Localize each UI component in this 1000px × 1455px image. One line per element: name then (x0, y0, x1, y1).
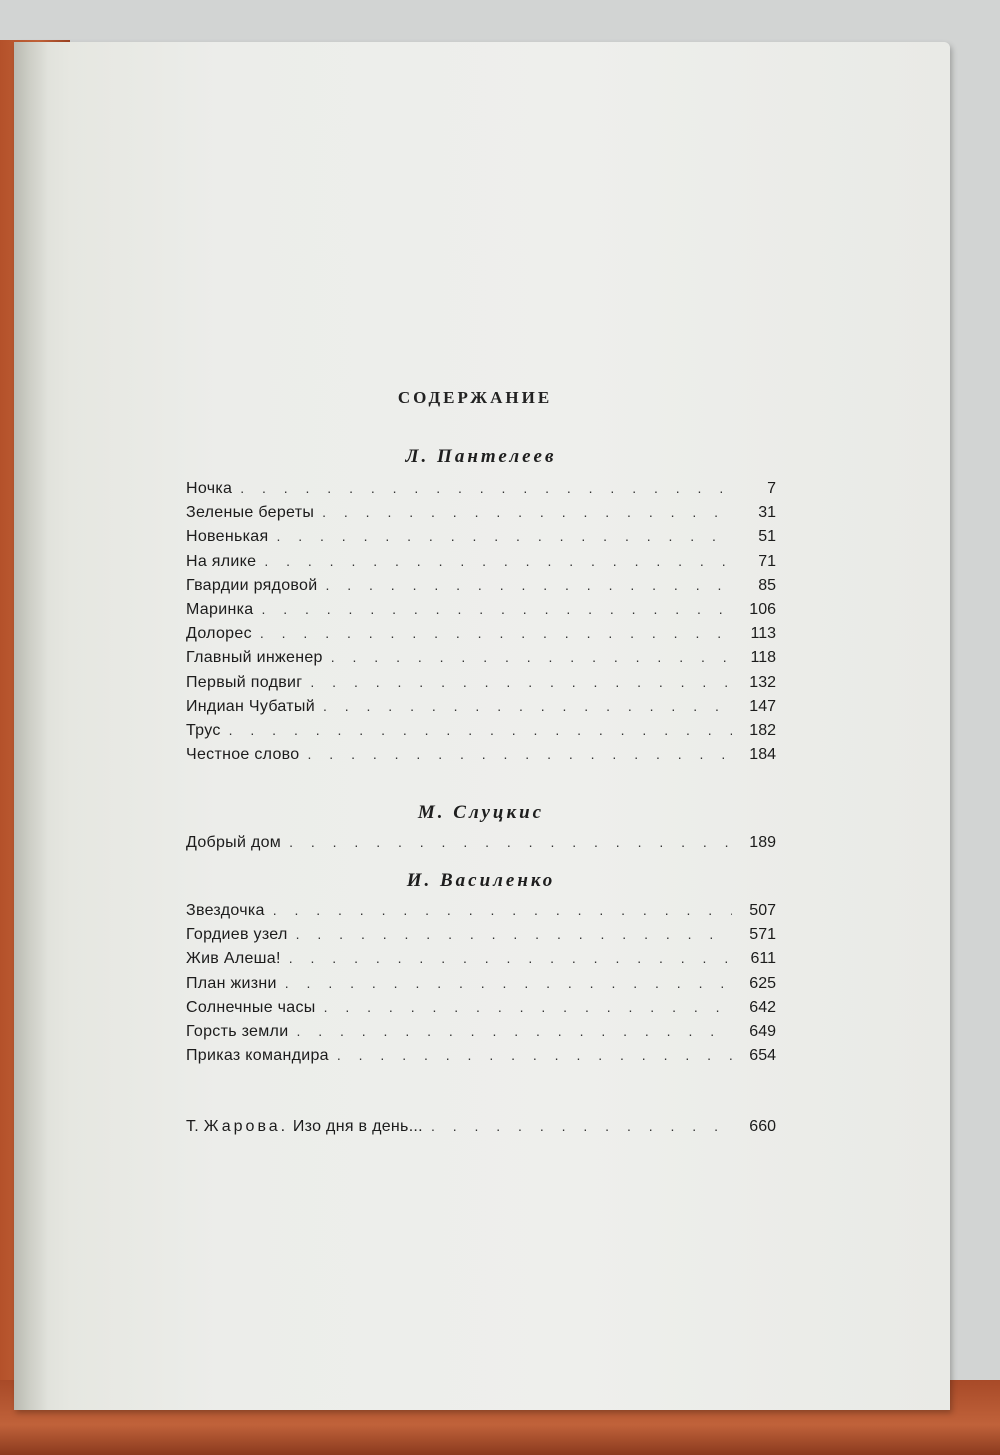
entry-title: На ялике (186, 552, 257, 570)
entry-title: Честное слово (186, 746, 300, 764)
entry-page: 31 (758, 504, 776, 522)
leader-dots (285, 975, 732, 991)
entry-page: 642 (749, 998, 776, 1016)
toc-entry (186, 950, 776, 974)
toc-entry (186, 577, 776, 601)
afterword-title: Т. Жарова. Изо дня в день... (186, 1118, 423, 1135)
entry-title: Гвардии рядовой (186, 576, 318, 594)
entry-title: Добрый дом (186, 834, 282, 851)
entry-title: Зеленые береты (186, 504, 315, 522)
toc-entry (186, 698, 776, 722)
toc-list-section-1 (186, 480, 776, 770)
leader-dots (324, 999, 732, 1015)
entry-title: Новенькая (186, 528, 269, 546)
section-author: Л. Пантелеев (405, 446, 557, 467)
entry-page: 611 (750, 950, 776, 968)
leader-dots (323, 698, 732, 714)
toc-entry (186, 480, 776, 504)
toc-entry (186, 999, 776, 1023)
toc-entry (186, 926, 776, 950)
leader-dots (325, 577, 732, 593)
toc-entry (186, 601, 776, 625)
entry-page: 7 (767, 480, 776, 497)
leader-dots (273, 902, 732, 918)
entry-title: Горсть земли (186, 1022, 289, 1040)
leader-dots (331, 649, 732, 665)
leader-dots (264, 553, 732, 569)
leader-dots (261, 601, 732, 617)
entry-page: 654 (749, 1047, 776, 1065)
toc-entry (186, 975, 776, 999)
toc-entry (186, 1047, 776, 1071)
entry-page: 85 (758, 576, 776, 594)
toc-entry (186, 834, 776, 858)
toc-entry (186, 504, 776, 528)
page-gutter-shadow (14, 42, 48, 1410)
entry-page: 189 (749, 834, 776, 851)
entry-page: 507 (749, 902, 776, 919)
toc-entry (186, 649, 776, 673)
entry-title: Солнечные часы (186, 998, 316, 1016)
entry-page: 118 (750, 649, 776, 667)
toc-entry (186, 746, 776, 770)
toc-list-section-2 (186, 834, 776, 858)
toc-entry (186, 674, 776, 698)
leader-dots (260, 625, 732, 641)
entry-title: Индиан Чубатый (186, 697, 315, 715)
leader-dots (431, 1118, 732, 1134)
entry-title: План жизни (186, 974, 277, 992)
entry-page: 184 (749, 746, 776, 764)
entry-page: 147 (749, 697, 776, 715)
leader-dots (322, 504, 732, 520)
leader-dots (276, 528, 732, 544)
entry-page: 625 (749, 974, 776, 992)
leader-dots (310, 674, 732, 690)
toc-entry (186, 722, 776, 746)
toc-entry (186, 553, 776, 577)
entry-page: 571 (749, 926, 776, 944)
entry-page: 132 (749, 673, 776, 691)
entry-page: 182 (749, 721, 776, 739)
section-author: И. Василенко (406, 870, 556, 891)
entry-page: 51 (758, 528, 776, 546)
entry-title: Маринка (186, 600, 254, 618)
leader-dots (308, 746, 732, 762)
entry-page: 71 (758, 552, 776, 570)
leader-dots (289, 950, 732, 966)
leader-dots (229, 722, 732, 738)
toc-entry-afterword (186, 1118, 776, 1142)
entry-page: 649 (749, 1022, 776, 1040)
toc-heading: СОДЕРЖАНИЕ (397, 388, 553, 407)
entry-title: Долорес (186, 625, 252, 643)
entry-title: Приказ командира (186, 1047, 329, 1065)
entry-title: Первый подвиг (186, 673, 303, 691)
entry-page: 106 (749, 600, 776, 618)
leader-dots (337, 1047, 732, 1063)
entry-title: Звездочка (186, 902, 265, 919)
entry-page: 660 (749, 1118, 776, 1135)
entry-page: 113 (750, 625, 776, 643)
leader-dots (289, 834, 732, 850)
leader-dots (296, 926, 732, 942)
leader-dots (296, 1023, 732, 1039)
entry-title: Главный инженер (186, 649, 323, 667)
entry-title: Ночка (186, 480, 233, 497)
entry-title: Гордиев узел (186, 926, 288, 944)
afterword-surname: Жарова. (203, 1118, 289, 1135)
leader-dots (240, 480, 732, 496)
toc-entry (186, 1023, 776, 1047)
section-author: М. Слуцкис (417, 802, 545, 823)
toc-entry (186, 902, 776, 926)
toc-list-section-3 (186, 902, 776, 1071)
toc-entry (186, 528, 776, 552)
entry-title: Трус (186, 721, 221, 739)
toc-entry (186, 625, 776, 649)
entry-title: Жив Алеша! (186, 950, 281, 968)
